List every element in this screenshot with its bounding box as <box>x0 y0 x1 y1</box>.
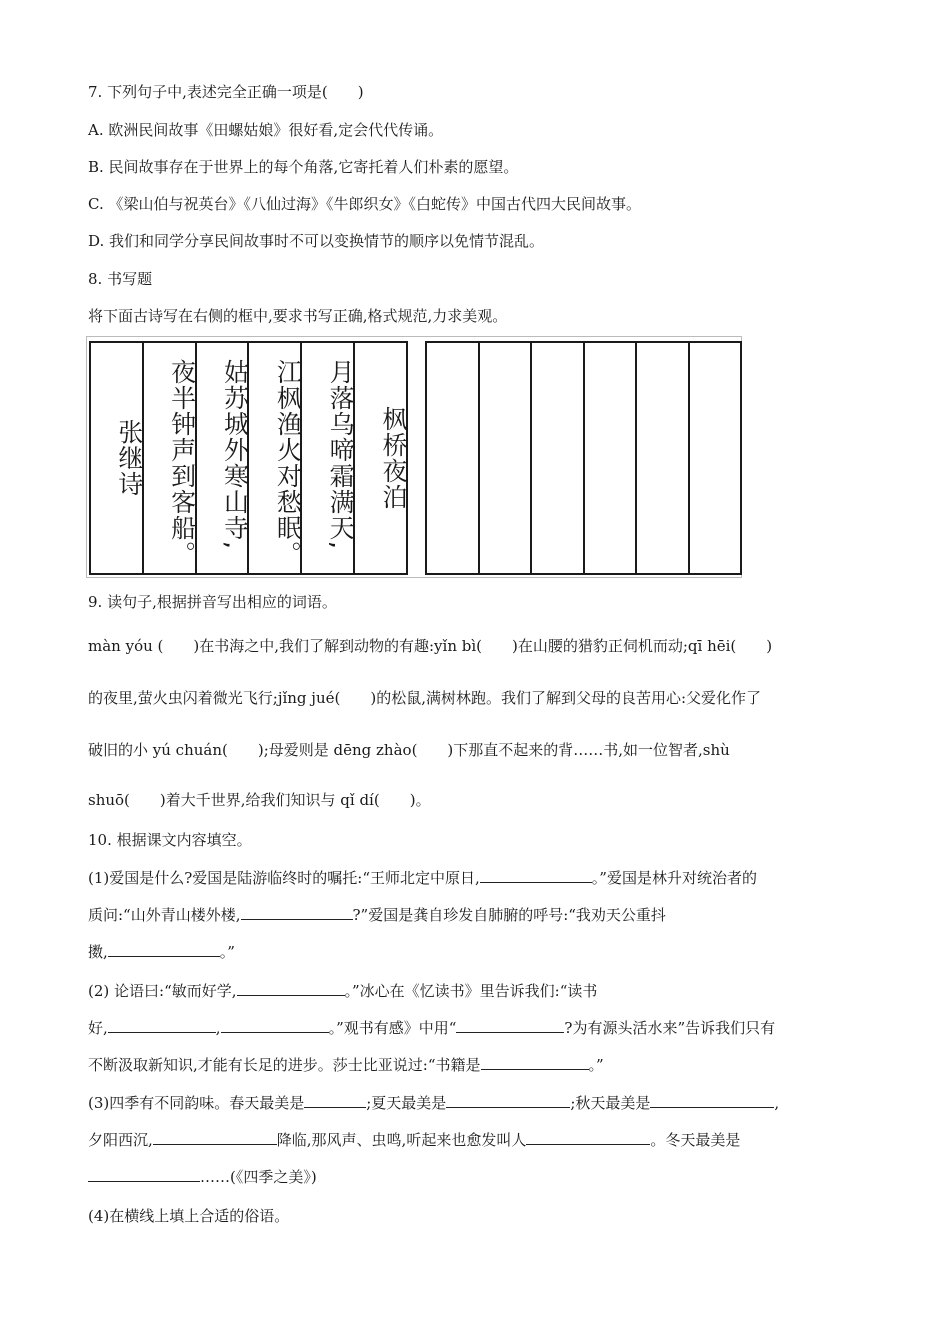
q9-line-1: màn yóu ( )在书海之中,我们了解到动物的有趣:yǐn bì( )在山腰的猎豹正伺机而动;qī hēi( ) <box>88 637 773 655</box>
q10-p2-line3 <box>88 1055 604 1075</box>
writing-column[interactable] <box>585 343 638 573</box>
fill-blank[interactable] <box>526 1130 650 1145</box>
q10-p1-text: 擞, <box>88 943 108 961</box>
poem-author: 张继诗 <box>114 419 144 497</box>
q10-p2-text: ?为有源头活水来”告诉我们只有 <box>564 1019 776 1037</box>
q10-p3-text: 降临,那风声、虫鸣,听起来也愈发叫人 <box>276 1131 527 1149</box>
q10-p1-line2 <box>88 905 666 925</box>
fill-blank[interactable] <box>237 981 345 996</box>
q10-p1-text: 。” <box>219 943 235 961</box>
q10-p3-text: ……(《四季之美》) <box>200 1168 317 1186</box>
q10-p4: (4)在横线上填上合适的俗语。 <box>88 1207 290 1225</box>
q10-p3-text: ;秋天最美是 <box>570 1094 651 1112</box>
fill-blank[interactable] <box>480 868 592 883</box>
poem-column-title <box>355 343 406 573</box>
poem-column-line1 <box>302 343 355 573</box>
fill-blank[interactable] <box>88 1167 200 1182</box>
q10-p2-text: , <box>215 1019 221 1037</box>
poem-column-author <box>91 343 144 573</box>
poem-line-3: 姑苏城外寒山寺, <box>220 359 250 550</box>
writing-grid[interactable] <box>425 341 742 575</box>
q10-p2-text: 好, <box>88 1019 108 1037</box>
q7-option-c: C. 《梁山伯与祝英台》《八仙过海》《牛郎织女》《白蛇传》中国古代四大民间故事。 <box>88 195 641 213</box>
q10-p2-line2 <box>88 1018 775 1038</box>
q10-p3-line1 <box>88 1093 779 1113</box>
fill-blank[interactable] <box>153 1130 277 1145</box>
q10-p3-line3 <box>88 1167 317 1187</box>
poem-column-line2 <box>249 343 302 573</box>
q10-p3-text: 夕阳西沉, <box>88 1131 153 1149</box>
q10-p3-line2 <box>88 1130 740 1150</box>
poem-column-line3 <box>197 343 250 573</box>
writing-column[interactable] <box>637 343 690 573</box>
writing-column[interactable] <box>690 343 741 573</box>
poem-column-line4 <box>144 343 197 573</box>
poem-line-4: 夜半钟声到客船。 <box>167 359 197 567</box>
writing-column[interactable] <box>427 343 480 573</box>
q9-line-2: 的夜里,萤火虫闪着微光飞行;jǐng jué( )的松鼠,满树林跑。我们了解到父母的良苦用心:父爱化作了 <box>88 689 762 707</box>
poem-line-2: 江枫渔火对愁眠。 <box>273 359 303 567</box>
q10-p1-text: (1)爱国是什么?爱国是陆游临终时的嘱托:“王师北定中原日, <box>88 869 480 887</box>
q10-p2-text: 不断汲取新知识,才能有长足的进步。莎士比亚说过:“书籍是 <box>88 1056 481 1074</box>
q10-p2-text: 。”观书有感》中用“ <box>328 1019 457 1037</box>
q10-p2-text: 。”冰心在《忆读书》里告诉我们:“读书 <box>344 982 598 1000</box>
q10-p3-text: ;夏天最美是 <box>366 1094 447 1112</box>
fill-blank[interactable] <box>241 905 353 920</box>
q9-title: 9. 读句子,根据拼音写出相应的词语。 <box>88 593 337 611</box>
q10-p2-text: (2) 论语曰:“敏而好学, <box>88 982 237 1000</box>
q7-option-a: A. 欧洲民间故事《田螺姑娘》很好看,定会代代传诵。 <box>88 121 444 139</box>
fill-blank[interactable] <box>221 1018 329 1033</box>
q10-p3-text: , <box>774 1094 780 1112</box>
fill-blank[interactable] <box>108 1018 216 1033</box>
q8-instruction: 将下面古诗写在右侧的框中,要求书写正确,格式规范,力求美观。 <box>88 307 508 325</box>
q10-p3-text: 。冬天最美是 <box>650 1131 741 1149</box>
q10-p2-line1 <box>88 981 597 1001</box>
q9-line-3: 破旧的小 yú chuán( );母爱则是 dēng zhào( )下那直不起来的背……书,如一位智者,shù <box>88 741 730 759</box>
fill-blank[interactable] <box>650 1093 774 1108</box>
q7-option-b: B. 民间故事存在于世界上的每个角落,它寄托着人们朴素的愿望。 <box>88 158 519 176</box>
writing-column[interactable] <box>480 343 533 573</box>
fill-blank[interactable] <box>304 1093 366 1108</box>
q10-title: 10. 根据课文内容填空。 <box>88 831 252 849</box>
q8-title: 8. 书写题 <box>88 270 153 288</box>
q9-line-4: shuō( )着大千世界,给我们知识与 qǐ dí( )。 <box>88 791 431 809</box>
q10-p2-text: 。” <box>588 1056 604 1074</box>
q10-p1-line3 <box>88 942 235 962</box>
q10-p1-text: 质问:“山外青山楼外楼, <box>88 906 241 924</box>
q10-p1-text: ?”爱国是龚自珍发自肺腑的呼号:“我劝天公重抖 <box>352 906 666 924</box>
poem-line-1: 月落乌啼霜满天, <box>326 359 356 550</box>
poem-title: 枫桥夜泊 <box>378 406 408 510</box>
q10-p1-text: 。”爱国是林升对统治者的 <box>591 869 757 887</box>
poem-model-grid <box>89 341 408 575</box>
q7-option-d: D. 我们和同学分享民间故事时不可以变换情节的顺序以免情节混乱。 <box>88 232 545 250</box>
fill-blank[interactable] <box>456 1018 564 1033</box>
q7-stem: 7. 下列句子中,表述完全正确一项是( ) <box>88 83 364 101</box>
writing-column[interactable] <box>532 343 585 573</box>
q10-p3-text: (3)四季有不同韵味。春天最美是 <box>88 1094 305 1112</box>
fill-blank[interactable] <box>108 942 220 957</box>
fill-blank[interactable] <box>446 1093 570 1108</box>
fill-blank[interactable] <box>481 1055 589 1070</box>
q10-p1-line1 <box>88 868 757 888</box>
